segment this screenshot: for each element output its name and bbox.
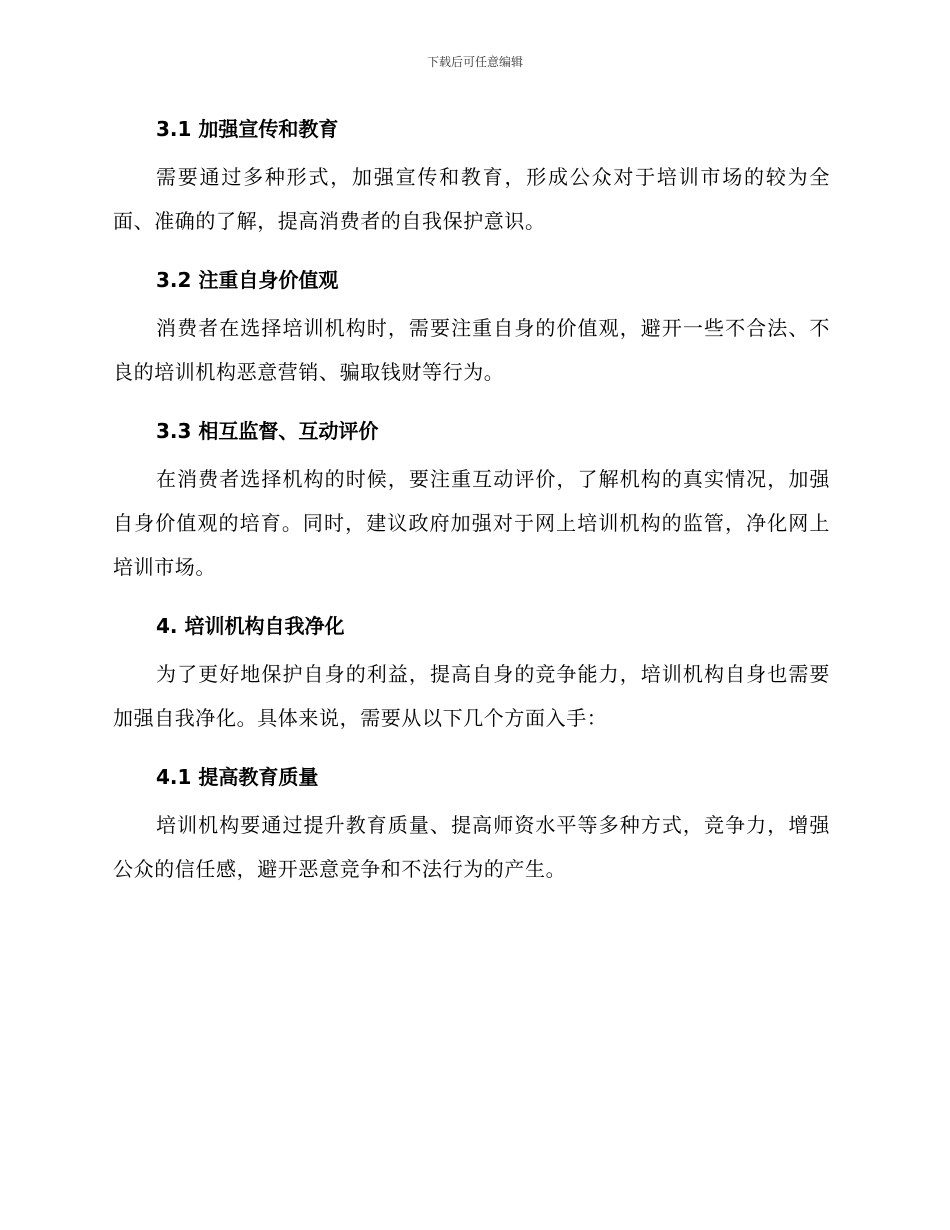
document-body [113, 112, 830, 891]
section-paragraph-3-3: 在消费者选择机构的时候，要注重互动评价，了解机构的真实情况，加强自身价值观的培育。同时，建议政府加强对于网上培训机构的监管，净化网上培训市场。 [113, 467, 830, 579]
section-heading-4: 4. 培训机构自我净化 [156, 614, 345, 638]
section-paragraph-3-2: 消费者在选择培训机构时，需要注重自身的价值观，避开一些不合法、不良的培训机构恶意营销、骗取钱财等行为。 [113, 316, 830, 384]
section-heading-3-3: 3.3 相互监督、互动评价 [156, 419, 379, 443]
section-heading-3-2: 3.2 注重自身价值观 [156, 268, 339, 292]
section-paragraph-4-1: 培训机构要通过提升教育质量、提高师资水平等多种方式，竞争力，增强公众的信任感，避开恶意竞争和不法行为的产生。 [113, 813, 830, 881]
section-heading-3-1: 3.1 加强宣传和教育 [156, 117, 339, 141]
page-header: 下载后可任意编辑 [426, 55, 523, 69]
section-paragraph-4: 为了更好地保护自身的利益，提高自身的竞争能力，培训机构自身也需要加强自我净化。具体来说，需要从以下几个方面入手： [113, 662, 830, 730]
section-paragraph-3-1: 需要通过多种形式，加强宣传和教育，形成公众对于培训市场的较为全面、准确的了解，提高消费者的自我保护意识。 [113, 165, 830, 233]
section-heading-4-1: 4.1 提高教育质量 [156, 765, 319, 789]
